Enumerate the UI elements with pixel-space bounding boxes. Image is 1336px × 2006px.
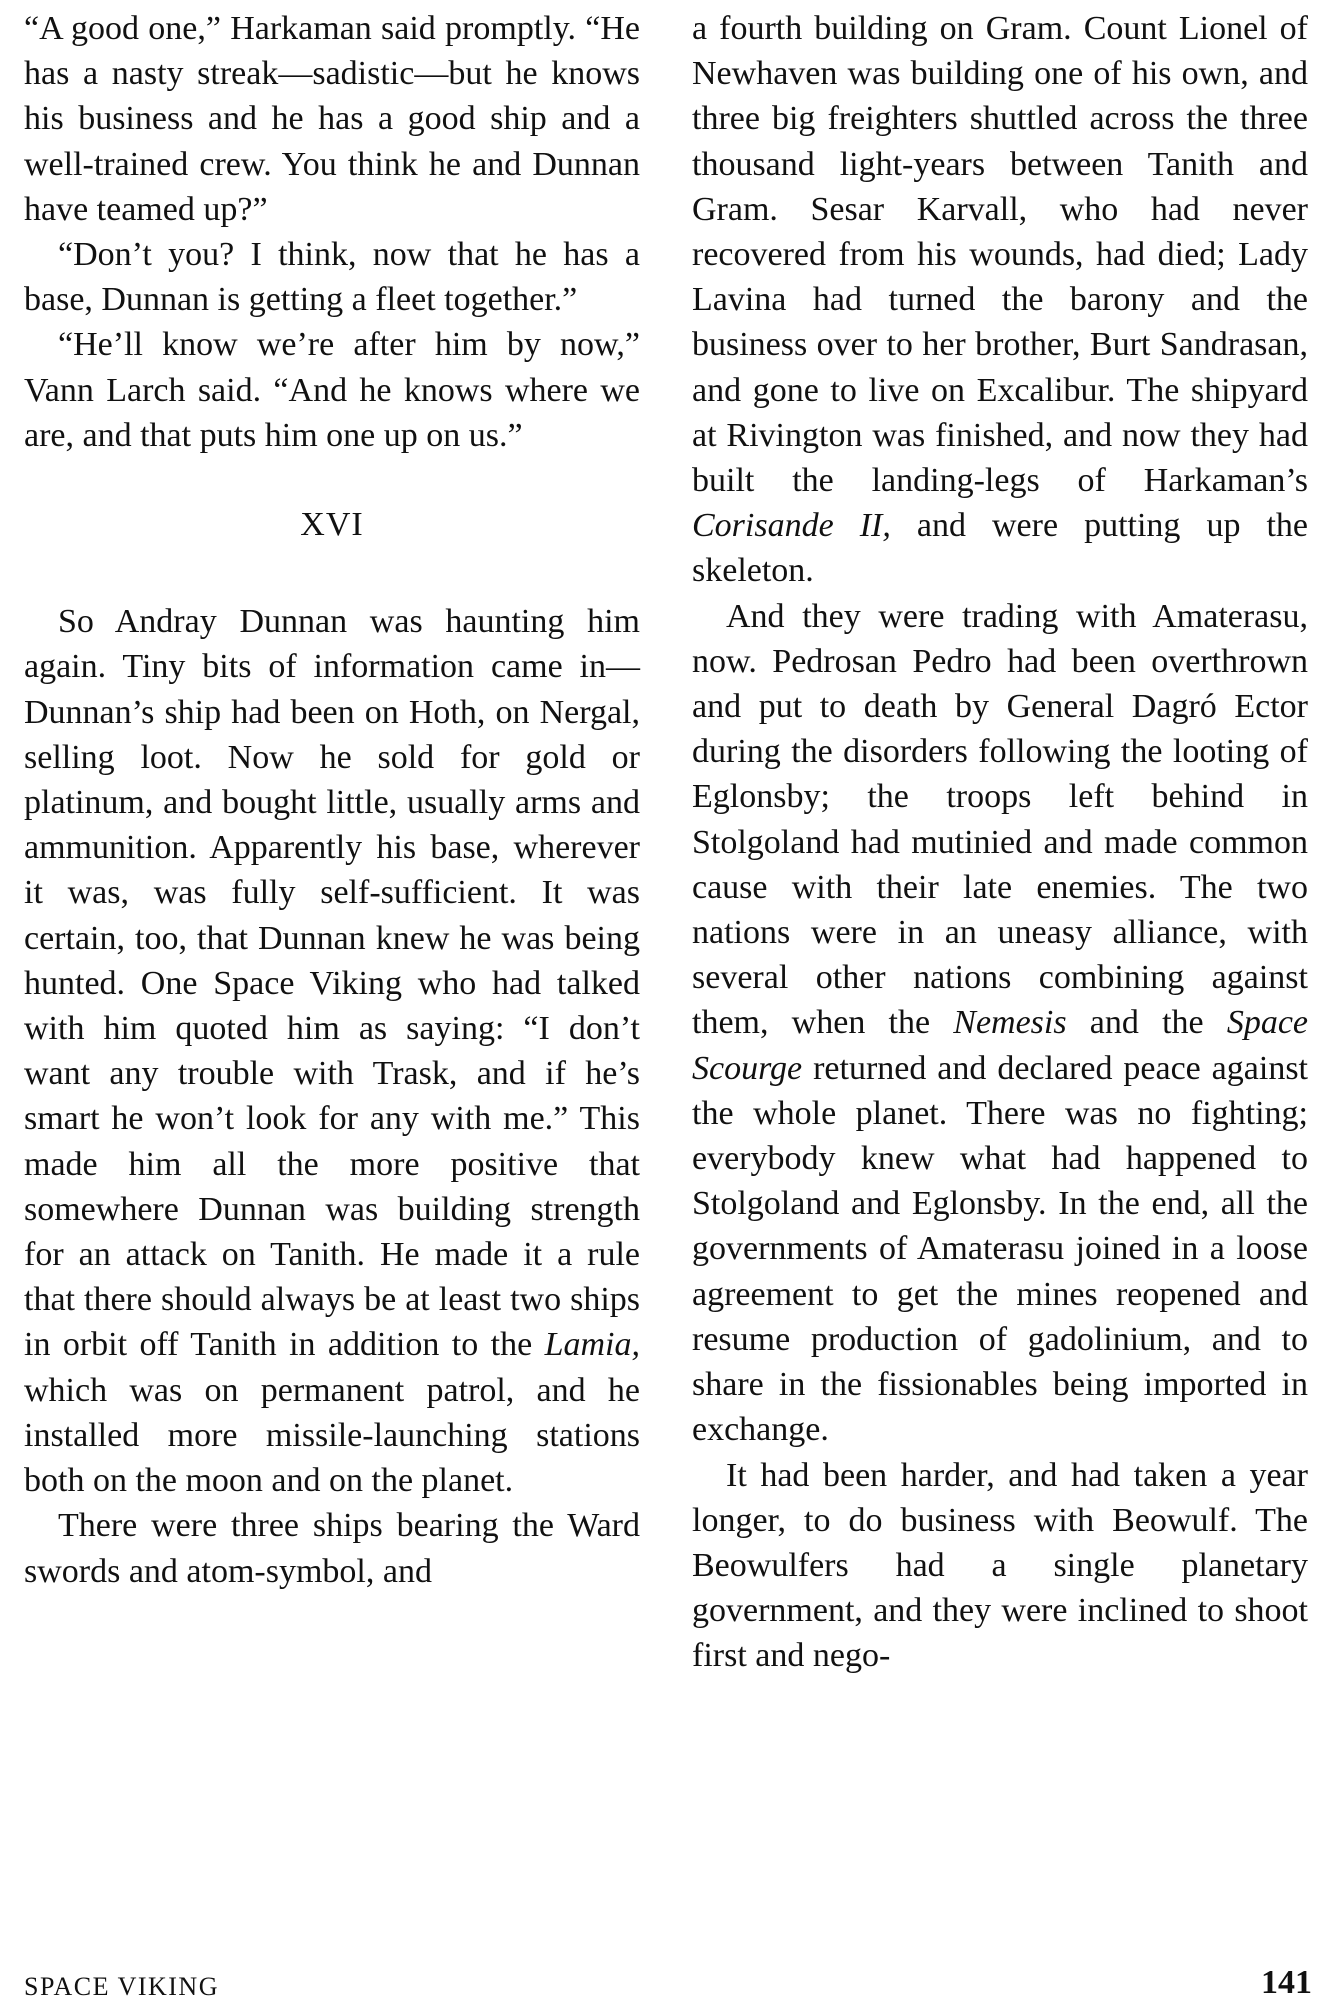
paragraph-text: and were putting up the skeleton. [692, 507, 1309, 590]
paragraph-text: So Andray Dunnan was haunting him again. Tiny bits of information came in—Dunnan’s ship had been on Hoth, on Nergal, selling loot. Now he sold for gold or platinum, and bought little, usually arms and ammunition. Apparently his base, wherever it was, was fully self-sufficient. It was certain, too, that Dunnan knew he was being hunted. One Space Viking who had talked with him quoted him as saying: “I don’t want any trouble with Trask, and if he’s smart he won’t look for any with me.” This made him all the more positive that somewhere Dunnan was building strength for an attack on Tanith. He made it a rule that there should always be at least two ships in orbit off Tanith in addition to the [24, 603, 640, 1364]
ship-name-italic: Nemesis [953, 1004, 1067, 1042]
left-column [24, 6, 640, 1594]
chapter-heading: XVI [300, 506, 364, 544]
running-title: SPACE VIKING [24, 1972, 219, 2001]
paragraph: “A good one,” Harkaman said promptly. “He has a nasty streak—sadistic—but he knows his business and he has a good ship and a well-trained crew. You think he and Dunnan have teamed up?” [24, 10, 640, 228]
paragraph [24, 599, 640, 1503]
paragraph: “He’ll know we’re after him by now,” Vann Larch said. “And he knows where we are, and that puts him one up on us.” [24, 326, 640, 454]
page-number: 141 [1261, 1964, 1312, 2001]
paragraph-text: a fourth building on Gram. Count Lionel of Newhaven was building one of his own, and three big freighters shuttled across the three thousand light-years between Tanith and Gram. Sesar Karvall, who had never recovered from his wounds, had died; Lady Lavina had turned the barony and the business over to her brother, Burt Sandrasan, and gone to live on Excalibur. The shipyard at Rivington was finished, and now they had built the landing-legs of Harkaman’s [692, 10, 1308, 500]
paragraph: There were three ships bearing the Ward swords and atom-symbol, and [24, 1507, 640, 1590]
page-footer [24, 1964, 1312, 2006]
paragraph [692, 6, 1308, 594]
paragraph-text: And they were trading with Amaterasu, now. Pedrosan Pedro had been overthrown and put to death by General Dagró Ector during the disorders following the looting of Eglonsby; the troops left behind in Stolgoland had mutinied and made common cause with their late enemies. The two nations were in an uneasy alliance, with several other nations combining against them, when the [692, 597, 1308, 1042]
paragraph [692, 594, 1308, 1453]
ship-name-italic: Lamia, [544, 1326, 640, 1364]
right-column [692, 6, 1308, 1679]
paragraph: It had been harder, and had taken a year longer, to do business with Beowulf. The Beowulfers had a single planetary government, and they were inclined to shoot first and nego- [692, 1456, 1308, 1675]
paragraph: “Don’t you? I think, now that he has a base, Dunnan is getting a fleet together.” [24, 236, 640, 319]
paragraph-text: and the [1066, 1004, 1227, 1042]
paragraph-text: which was on permanent patrol, and he installed more missile-launching stations both on the moon and on the planet. [24, 1371, 640, 1500]
ship-name-italic: Corisande II, [692, 507, 891, 545]
paragraph-text: returned and declared peace against the whole planet. There was no fighting; everybody knew what had happened to Stolgoland and Eglonsby. In the end, all the governments of Amaterasu joined in a loose agreement to get the mines reopened and resume production of gadolinium, and to share in the fissionables being imported in exchange. [692, 1049, 1308, 1449]
ship-name-italic: Space Scourge [692, 1004, 1308, 1087]
